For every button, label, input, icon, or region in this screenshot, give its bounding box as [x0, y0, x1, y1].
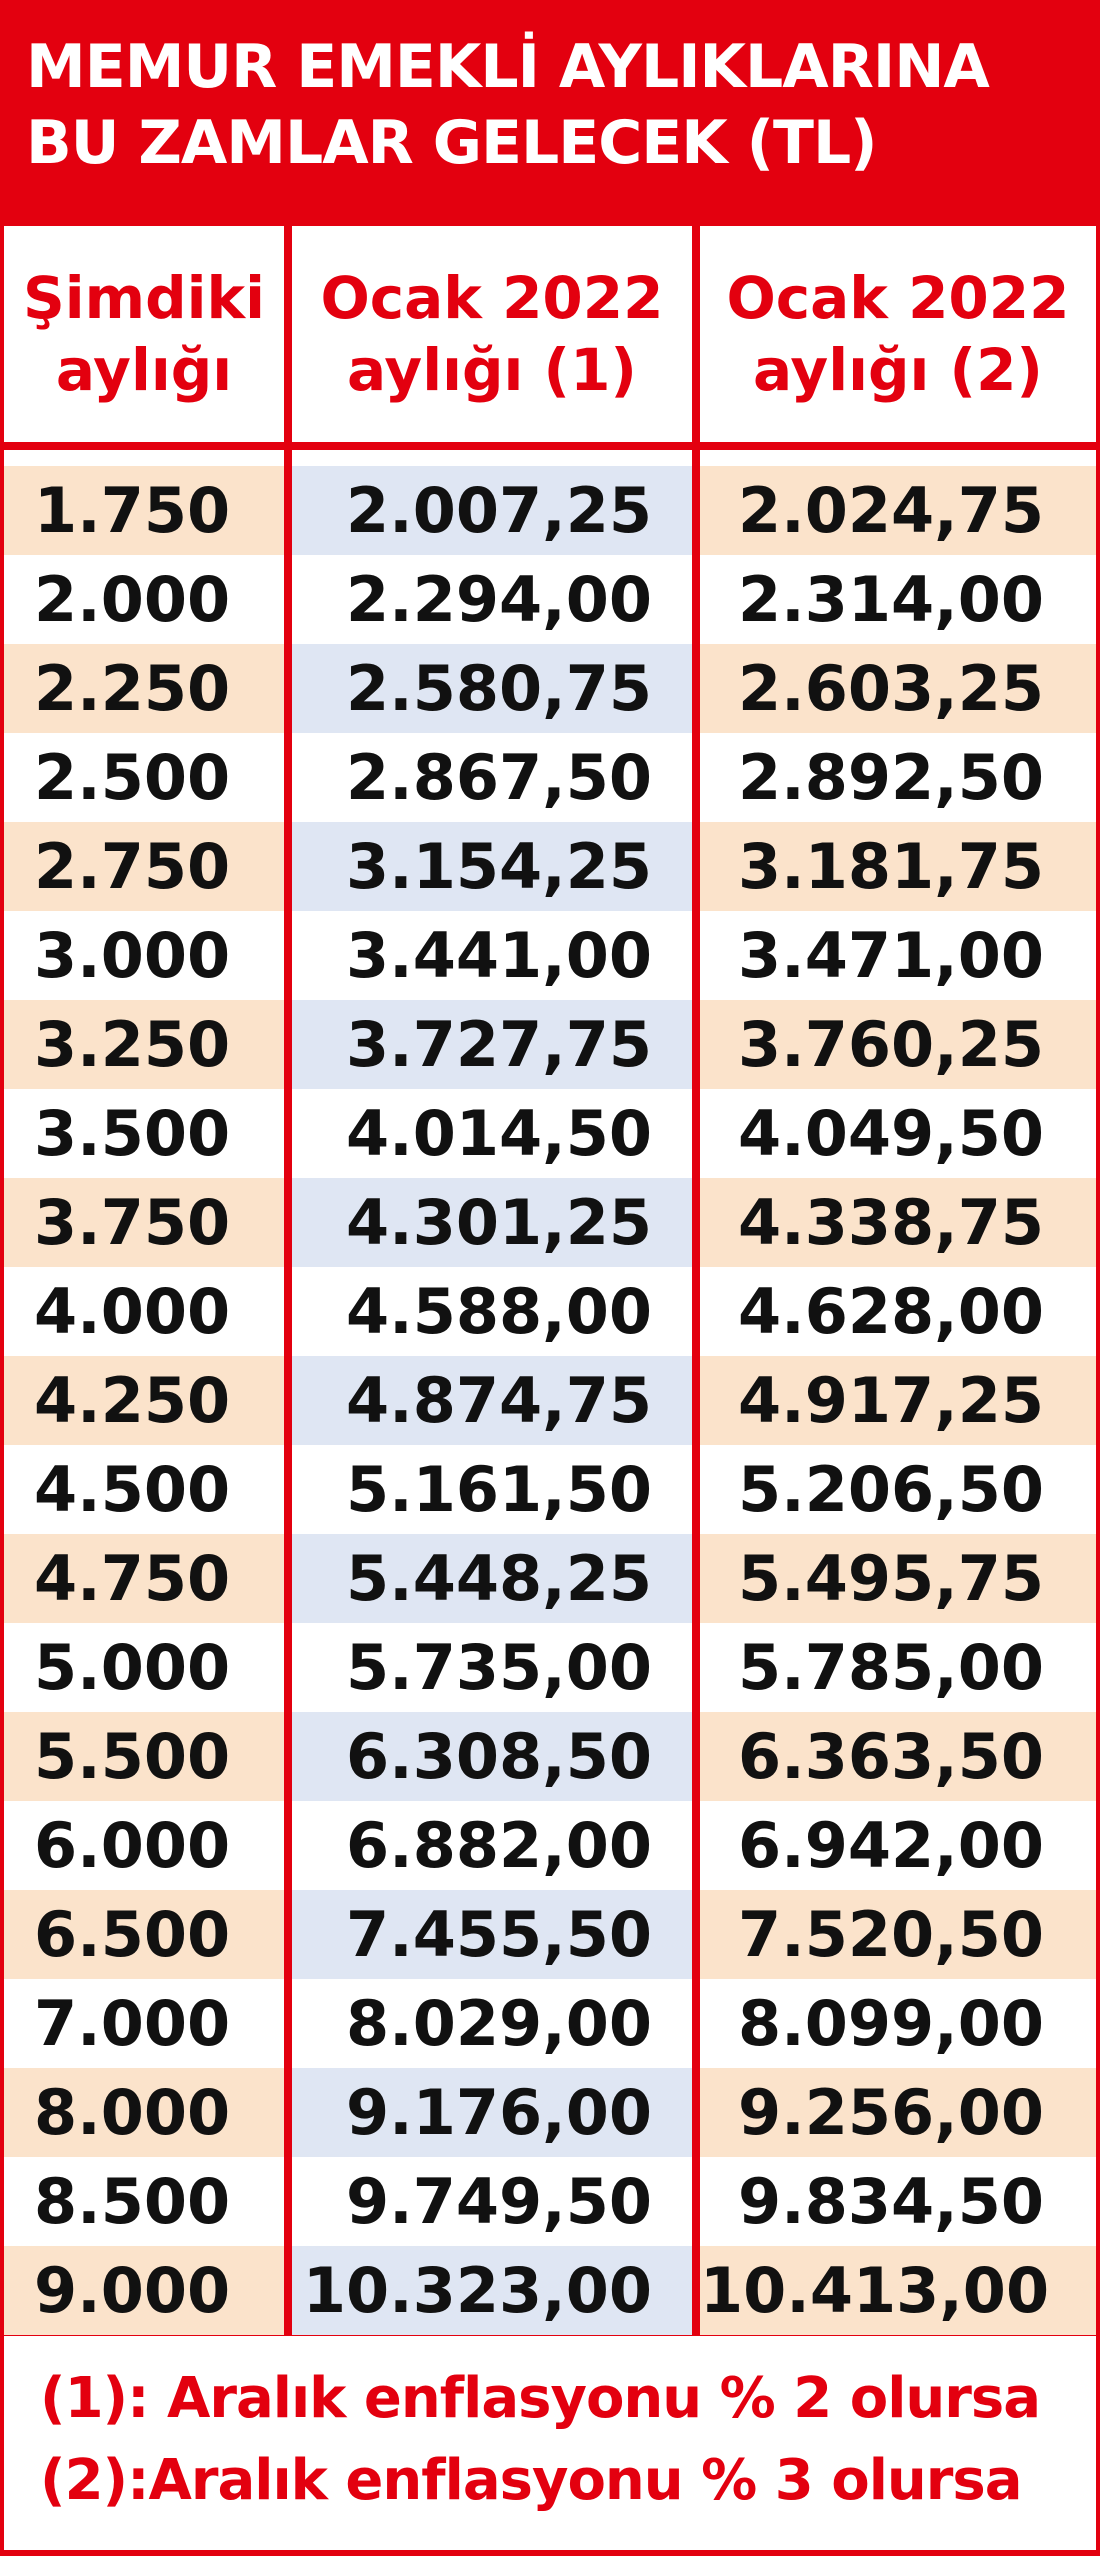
cell-january-2: 4.338,75 — [700, 1178, 1096, 1267]
cell-january-1: 5.448,25 — [292, 1534, 692, 1623]
cell-january-1: 5.161,50 — [346, 1453, 652, 1526]
cell-january-1: 5.735,00 — [346, 1631, 652, 1704]
cell-current-salary: 1.750 — [4, 466, 284, 555]
cell-january-1: 4.301,25 — [292, 1178, 692, 1267]
cell-january-1: 10.323,00 — [292, 2246, 692, 2335]
cell-january-2: 6.363,50 — [700, 1712, 1096, 1801]
column-header-january-2-line2: aylığı (2) — [753, 336, 1043, 404]
cell-january-1: 9.176,00 — [292, 2068, 692, 2157]
table-row — [4, 555, 1096, 644]
cell-current-salary: 8.000 — [4, 2068, 284, 2157]
cell-january-2: 2.024,75 — [700, 466, 1096, 555]
footnotes — [4, 2336, 1096, 2550]
cell-current-salary: 2.750 — [4, 822, 284, 911]
cell-january-2: 2.892,50 — [738, 741, 1044, 814]
cell-january-2: 2.603,25 — [700, 644, 1096, 733]
cell-january-1: 6.308,50 — [292, 1712, 692, 1801]
table-row — [4, 2246, 1096, 2335]
cell-current-salary: 3.250 — [4, 1000, 284, 1089]
column-header-current-line1: Şimdiki — [23, 264, 265, 332]
cell-january-2: 10.413,00 — [700, 2246, 1096, 2335]
cell-january-2: 9.256,00 — [700, 2068, 1096, 2157]
cell-january-2: 7.520,50 — [700, 1890, 1096, 1979]
cell-current-salary: 4.750 — [4, 1534, 284, 1623]
cell-january-2: 6.942,00 — [738, 1809, 1044, 1882]
cell-january-2: 5.495,75 — [700, 1534, 1096, 1623]
cell-january-2: 5.785,00 — [738, 1631, 1044, 1704]
cell-january-1: 2.294,00 — [346, 563, 652, 636]
cell-january-1: 4.014,50 — [346, 1097, 652, 1170]
column-header-january-1-line1: Ocak 2022 — [320, 264, 664, 332]
cell-january-1: 2.580,75 — [292, 644, 692, 733]
cell-january-2: 4.049,50 — [738, 1097, 1044, 1170]
column-header-current-line2: aylığı — [55, 336, 233, 404]
table-row — [4, 1801, 1096, 1890]
cell-january-2: 5.206,50 — [738, 1453, 1044, 1526]
footnote-2: (2):Aralık enflasyonu % 3 olursa — [40, 2448, 1022, 2513]
footnote-1: (1): Aralık enflasyonu % 2 olursa — [40, 2366, 1040, 2431]
cell-january-2: 3.760,25 — [700, 1000, 1096, 1089]
cell-january-2: 4.917,25 — [700, 1356, 1096, 1445]
header-divider — [4, 442, 1096, 450]
column-header-current — [4, 226, 284, 442]
cell-current-salary: 6.000 — [34, 1809, 231, 1882]
table-row — [4, 822, 1096, 911]
title-line-2: BU ZAMLAR GELECEK (TL) — [26, 108, 877, 178]
cell-january-2: 2.314,00 — [738, 563, 1044, 636]
cell-january-2: 9.834,50 — [738, 2165, 1044, 2238]
cell-january-1: 4.874,75 — [292, 1356, 692, 1445]
table-row — [4, 733, 1096, 822]
cell-current-salary: 7.000 — [34, 1987, 231, 2060]
table-row — [4, 2068, 1096, 2157]
table-row — [4, 911, 1096, 1000]
cell-current-salary: 3.000 — [34, 919, 231, 992]
title-banner — [0, 0, 1100, 222]
cell-current-salary: 2.250 — [4, 644, 284, 733]
table-row — [4, 1979, 1096, 2068]
title-line-1: MEMUR EMEKLİ AYLIKLARINA — [26, 32, 989, 102]
cell-january-1: 3.441,00 — [346, 919, 652, 992]
column-header-january-2 — [700, 226, 1096, 442]
cell-january-1: 2.867,50 — [346, 741, 652, 814]
cell-current-salary: 3.750 — [4, 1178, 284, 1267]
table-row — [4, 1000, 1096, 1089]
table-row — [4, 1890, 1096, 1979]
table-row — [4, 1178, 1096, 1267]
table-row — [4, 1712, 1096, 1801]
table-row — [4, 1089, 1096, 1178]
cell-january-2: 3.181,75 — [700, 822, 1096, 911]
table-row — [4, 1445, 1096, 1534]
table-row — [4, 1623, 1096, 1712]
column-divider-1 — [284, 226, 292, 2326]
cell-current-salary: 4.250 — [4, 1356, 284, 1445]
cell-current-salary: 4.500 — [34, 1453, 231, 1526]
cell-current-salary: 6.500 — [4, 1890, 284, 1979]
column-divider-2 — [692, 226, 700, 2326]
cell-january-1: 9.749,50 — [346, 2165, 652, 2238]
cell-current-salary: 9.000 — [4, 2246, 284, 2335]
column-header-january-1-line2: aylığı (1) — [347, 336, 637, 404]
column-header-january-2-line1: Ocak 2022 — [726, 264, 1070, 332]
cell-january-1: 4.588,00 — [346, 1275, 652, 1348]
cell-january-1: 6.882,00 — [346, 1809, 652, 1882]
cell-current-salary: 5.000 — [34, 1631, 231, 1704]
cell-current-salary: 2.000 — [34, 563, 231, 636]
cell-current-salary: 4.000 — [34, 1275, 231, 1348]
cell-january-2: 3.471,00 — [738, 919, 1044, 992]
cell-current-salary: 3.500 — [34, 1097, 231, 1170]
table-row — [4, 1267, 1096, 1356]
cell-january-1: 3.727,75 — [292, 1000, 692, 1089]
column-header-january-1 — [292, 226, 692, 442]
cell-current-salary: 8.500 — [34, 2165, 231, 2238]
table-row — [4, 466, 1096, 555]
cell-january-2: 8.099,00 — [738, 1987, 1044, 2060]
cell-current-salary: 2.500 — [34, 741, 231, 814]
cell-january-1: 3.154,25 — [292, 822, 692, 911]
cell-january-1: 7.455,50 — [292, 1890, 692, 1979]
cell-january-1: 8.029,00 — [346, 1987, 652, 2060]
table-row — [4, 2157, 1096, 2246]
table-row — [4, 644, 1096, 733]
table-row — [4, 1356, 1096, 1445]
cell-january-1: 2.007,25 — [292, 466, 692, 555]
table-row — [4, 1534, 1096, 1623]
data-table — [4, 226, 1096, 2326]
cell-january-2: 4.628,00 — [738, 1275, 1044, 1348]
cell-current-salary: 5.500 — [4, 1712, 284, 1801]
